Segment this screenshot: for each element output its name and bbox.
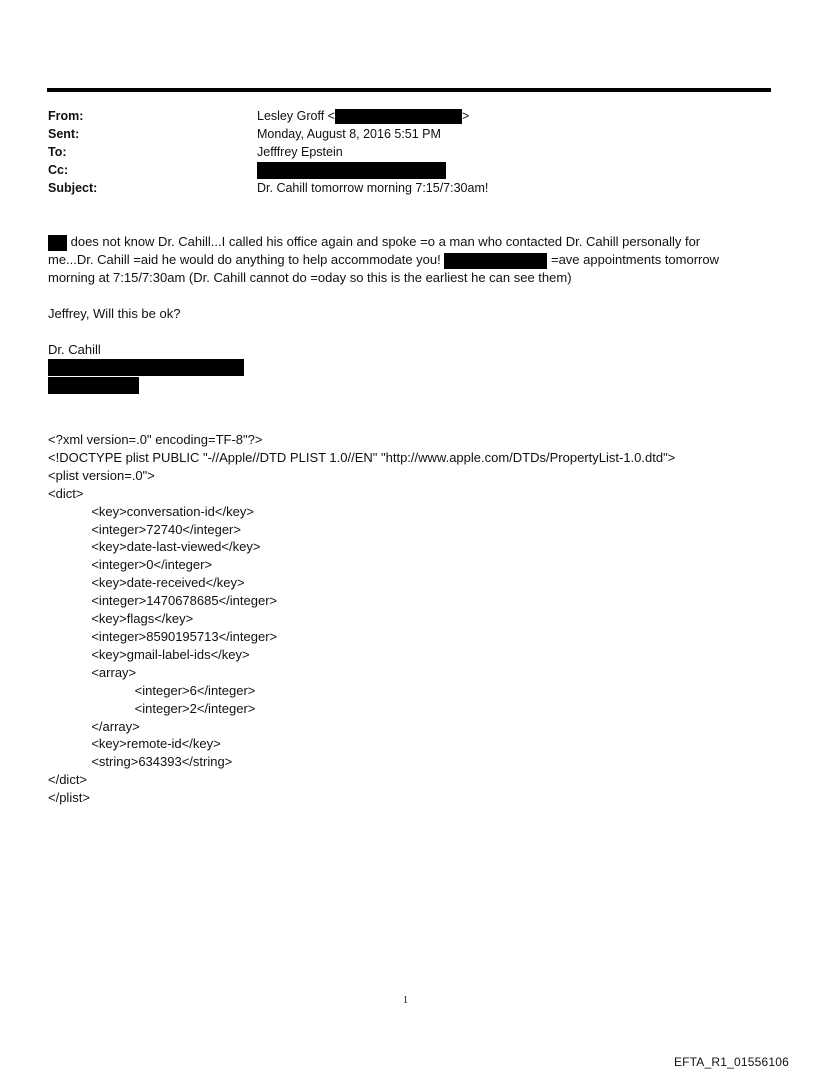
plist-line: <key>date-received</key> (48, 575, 245, 591)
sent-label: Sent: (48, 127, 80, 141)
signature-name: Dr. Cahill (48, 342, 101, 357)
plist-line: <?xml version=.0" encoding=TF-8"?> (48, 432, 263, 447)
redaction-block (335, 109, 462, 124)
sent-value: Monday, August 8, 2016 5:51 PM (257, 127, 441, 141)
redaction-block (444, 253, 547, 269)
plist-line: <integer>6</integer> (48, 682, 256, 698)
plist-line: <integer>2</integer> (48, 700, 256, 716)
plist-line: <key>gmail-label-ids</key> (48, 646, 250, 662)
plist-line: <dict> (48, 485, 84, 501)
plist-line: <!DOCTYPE plist PUBLIC "-//Apple//DTD PLIST 1.0//EN" "http://www.apple.com/DTDs/PropertyList-1.0.dtd"> (48, 449, 676, 465)
body-text: does not know Dr. Cahill...I called his office again and spoke =o a man who contacted Dr. Cahill personally for (67, 234, 701, 249)
plist-line: </array> (48, 718, 140, 734)
to-label: To: (48, 145, 67, 159)
subject-label: Subject: (48, 181, 98, 195)
body-text: me...Dr. Cahill =aid he would do anything to help accommodate you! (48, 252, 445, 267)
plist-line: <integer>1470678685</integer> (48, 593, 278, 609)
plist-line: <key>date-last-viewed</key> (48, 539, 261, 555)
page-number: 1 (403, 995, 408, 1006)
redaction-block (257, 162, 446, 179)
plist-line: <key>flags</key> (48, 611, 194, 627)
from-label: From: (48, 109, 84, 123)
redaction-block (48, 235, 67, 251)
body-line (48, 233, 768, 251)
plist-line: <plist version=.0"> (48, 467, 155, 483)
body-line: morning at 7:15/7:30am (Dr. Cahill cannot do =oday so this is the earliest he can see them) (48, 270, 572, 285)
subject-value: Dr. Cahill tomorrow morning 7:15/7:30am! (257, 181, 489, 195)
from-value (257, 107, 469, 125)
plist-line: <integer>0</integer> (48, 557, 213, 573)
cc-label: Cc: (48, 163, 69, 177)
body-paragraph (48, 233, 768, 287)
header-rule (47, 88, 771, 92)
body-text: =ave appointments tomorrow (547, 252, 719, 267)
from-suffix: > (461, 109, 470, 123)
plist-line: </dict> (48, 772, 88, 788)
plist-line: <key>remote-id</key> (48, 736, 221, 752)
plist-line: <integer>8590195713</integer> (48, 628, 278, 644)
cc-value (257, 161, 446, 179)
plist-line: <array> (48, 664, 137, 680)
plist-line: <integer>72740</integer> (48, 521, 241, 537)
body-question: Jeffrey, Will this be ok? (48, 306, 181, 321)
redaction-block (48, 359, 244, 376)
from-sender: Lesley Groff < (257, 109, 335, 123)
plist-line: </plist> (48, 790, 90, 806)
body-line (48, 251, 768, 269)
to-value: Jefffrey Epstein (257, 145, 343, 159)
plist-line: <string>634393</string> (48, 754, 233, 770)
bates-number: EFTA_R1_01556106 (673, 1055, 789, 1069)
plist-block (48, 431, 675, 807)
plist-line: <key>conversation-id</key> (48, 503, 254, 519)
redaction-block (48, 377, 139, 394)
